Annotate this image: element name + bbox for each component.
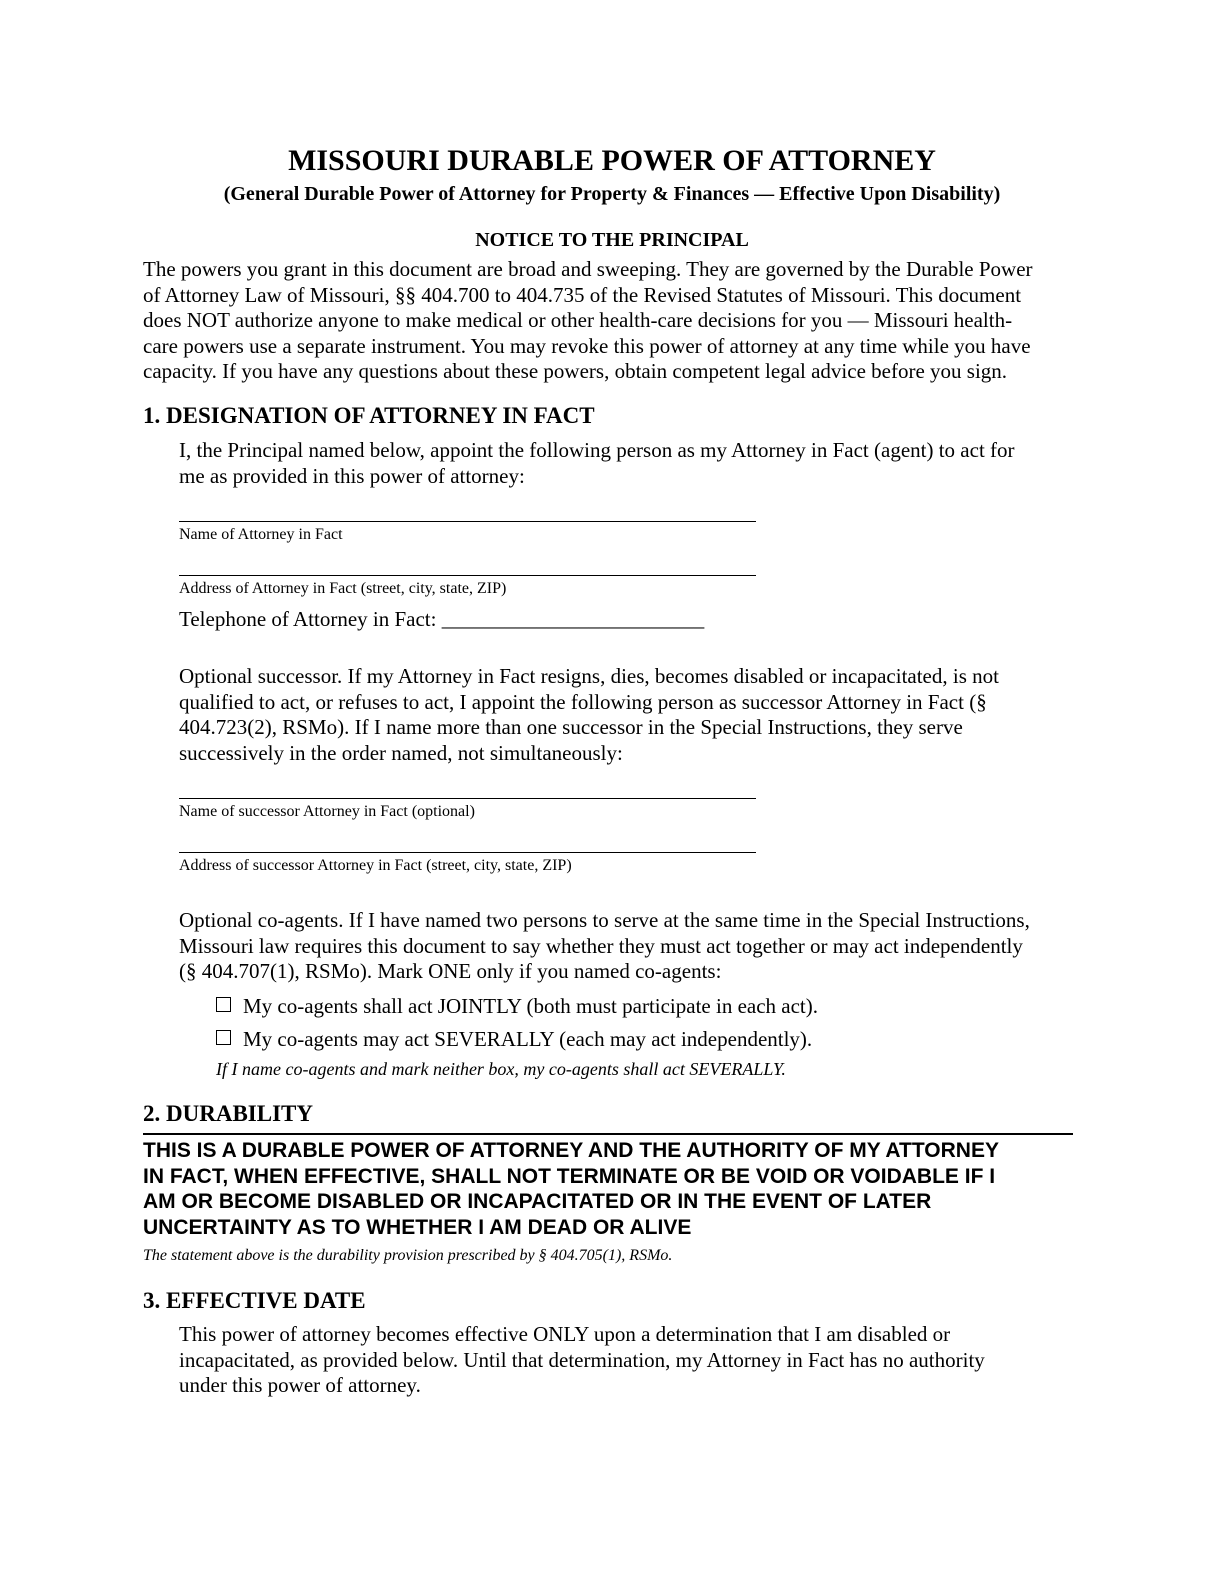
successor-address-label: Address of successor Attorney in Fact (street, city, state, ZIP) <box>179 857 572 874</box>
durability-line: IN FACT, WHEN EFFECTIVE, SHALL NOT TERMINATE OR BE VOID OR VOIDABLE IF I <box>143 1164 996 1188</box>
durability-line: THIS IS A DURABLE POWER OF ATTORNEY AND THE AUTHORITY OF MY ATTORNEY <box>143 1139 999 1162</box>
coagent-paragraph <box>179 908 1030 985</box>
attorney-telephone-field[interactable]: _________________________ <box>441 607 705 631</box>
successor-line: 404.723(2), RSMo). If I name more than one successor in the Special Instructions, they serve <box>179 715 963 739</box>
successor-line: qualified to act, or refuses to act, I appoint the following person as successor Attorney in Fact (§ <box>179 689 987 714</box>
coagent-line: Missouri law requires this document to say whether they must act together or may act independently <box>179 933 1023 958</box>
successor-paragraph <box>179 664 999 766</box>
effective-line: This power of attorney becomes effective ONLY upon a determination that I am disabled or <box>179 1322 951 1346</box>
notice-heading: NOTICE TO THE PRINCIPAL <box>475 229 749 251</box>
jointly-label: My co-agents shall act JOINTLY (both must participate in each act). <box>243 994 819 1018</box>
successor-name-line[interactable] <box>179 798 756 799</box>
attorney-telephone-row <box>179 607 704 633</box>
attorney-name-line[interactable] <box>179 521 756 522</box>
successor-line: successively in the order named, not simultaneously: <box>179 740 623 765</box>
coagent-line: (§ 404.707(1), RSMo). Mark ONE only if you named co-agents: <box>179 959 722 983</box>
durability-note: The statement above is the durability provision prescribed by § 404.705(1), RSMo. <box>143 1247 673 1264</box>
successor-line: Optional successor. If my Attorney in Fact resigns, dies, becomes disabled or incapacitated, is not <box>179 664 999 688</box>
section-3-heading: 3. EFFECTIVE DATE <box>143 1288 366 1313</box>
severally-checkbox[interactable] <box>216 1030 231 1045</box>
section-1-heading: 1. DESIGNATION OF ATTORNEY IN FACT <box>143 403 595 428</box>
effective-date-paragraph <box>179 1322 985 1399</box>
intro-line: I, the Principal named below, appoint the following person as my Attorney in Fact (agent) to act for <box>179 438 1015 462</box>
notice-line: capacity. If you have any questions about these powers, obtain competent legal advice before you sign. <box>143 359 1008 383</box>
jointly-checkbox[interactable] <box>216 997 231 1012</box>
section-2-divider <box>143 1133 1073 1135</box>
document-title: MISSOURI DURABLE POWER OF ATTORNEY <box>288 144 936 177</box>
successor-name-label: Name of successor Attorney in Fact (optional) <box>179 803 475 820</box>
severally-label: My co-agents may act SEVERALLY (each may act independently). <box>243 1027 813 1051</box>
durability-line: AM OR BECOME DISABLED OR INCAPACITATED OR IN THE EVENT OF LATER <box>143 1190 932 1213</box>
notice-line: The powers you grant in this document are broad and sweeping. They are governed by the Durable Power <box>143 257 1033 281</box>
durability-statement <box>143 1138 999 1240</box>
notice-paragraph <box>143 257 1033 385</box>
durability-line: UNCERTAINTY AS TO WHETHER I AM DEAD OR ALIVE <box>143 1215 692 1239</box>
attorney-name-label: Name of Attorney in Fact <box>179 526 343 543</box>
option-severally[interactable] <box>216 1027 812 1053</box>
notice-line: does NOT authorize anyone to make medical or other health-care decisions for you — Missouri health- <box>143 308 1013 332</box>
section-1-intro <box>179 438 1015 489</box>
option-jointly[interactable] <box>216 994 818 1020</box>
coagent-default-note: If I name co-agents and mark neither box, my co-agents shall act SEVERALLY. <box>216 1059 786 1079</box>
attorney-address-label: Address of Attorney in Fact (street, city, state, ZIP) <box>179 580 507 597</box>
attorney-telephone-label: Telephone of Attorney in Fact: <box>179 607 437 631</box>
document-subtitle: (General Durable Power of Attorney for Property & Finances — Effective Upon Disability) <box>223 183 1001 205</box>
coagent-line: Optional co-agents. If I have named two persons to serve at the same time in the Special Instructions, <box>179 908 1030 932</box>
notice-line: care powers use a separate instrument. You may revoke this power of attorney at any time while you have <box>143 333 1031 358</box>
notice-line: of Attorney Law of Missouri, §§ 404.700 to 404.735 of the Revised Statutes of Missouri. This document <box>143 282 1022 307</box>
intro-line: me as provided in this power of attorney: <box>179 463 525 488</box>
successor-address-line[interactable] <box>179 852 756 853</box>
section-2-heading: 2. DURABILITY <box>143 1101 313 1126</box>
effective-line: incapacitated, as provided below. Until that determination, my Attorney in Fact has no authority <box>179 1347 985 1372</box>
effective-line: under this power of attorney. <box>179 1373 421 1397</box>
attorney-address-line[interactable] <box>179 575 756 576</box>
